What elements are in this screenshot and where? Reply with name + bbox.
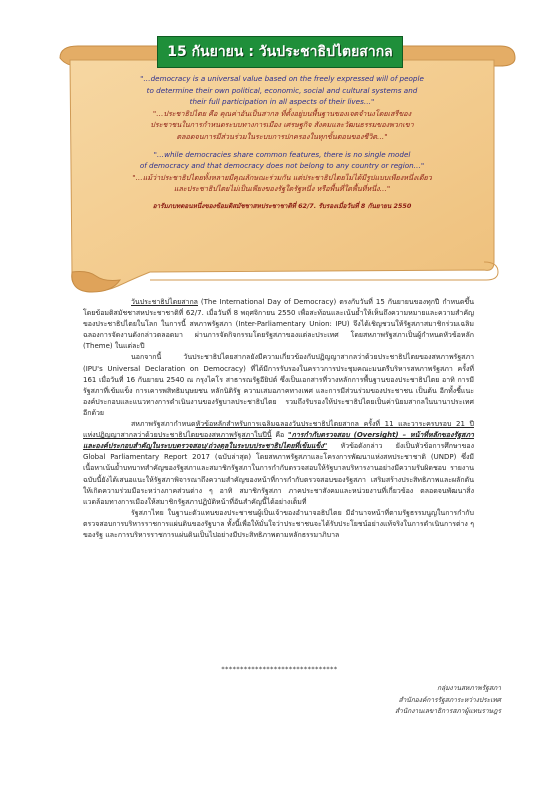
paragraph-2 xyxy=(83,352,474,419)
quote-line: "…democracy is a universal value based on the freely expressed will of people xyxy=(140,74,424,83)
quote-en-1 xyxy=(92,73,472,108)
paragraph-text: สหภาพรัฐสภากำหนด xyxy=(131,420,196,429)
paragraph-text: หัวข้อดังกล่าว ยังเป็นหัวข้อการศึกษาของ Global Parliamentary Report 2017 (ฉบับล่าสุด) โดยสหภาพรัฐสภาและโครงการพัฒนาแห่งสหประชาชาติ (UNDP) ซึ่งมีเนื้อหาเน้นย้ำบทบาทสำคัญของรัฐสภาและสมาชิกรัฐสภาในการกำกับตรวจสอบให้รัฐบาลบริหารงานอย่างมีความรับผิดชอบ รายงานฉบับนี้ยังได้เสนอแนะให้รัฐสภาพิจารณาถึงความสำคัญของหน้าที่การกำกับตรวจสอบของรัฐสภา เสริมสร้างประสิทธิภาพและผลักดันให้เกิดความร่วมมือระหว่างภาคส่วนต่าง ๆ อาทิ สมาชิกรัฐสภา ภาคประชาสังคมและหน่วยงานที่เกี่ยวข้อง ตลอดจนพัฒนาสิ่งแวดล้อมทางการเมืองให้สมาชิกรัฐสภาปฏิบัติหน้าที่อันสำคัญนี้ได้อย่างเต็มที่ xyxy=(83,442,474,506)
quote-en-2 xyxy=(92,149,472,172)
quote-line: "…while democracies share common features, there is no single model xyxy=(153,149,411,159)
page-title: 15 กันยายน : วันประชาธิปไตยสากล xyxy=(167,44,393,60)
quote-th-2 xyxy=(92,172,472,195)
signature-line: สำนักองค์การรัฐสภาระหว่างประเทศ xyxy=(398,695,501,704)
paragraph-1 xyxy=(83,297,474,352)
signature-line: สำนักงานเลขาธิการสภาผู้แทนราษฎร xyxy=(394,707,501,716)
quote-line: ประชาชนในการกำหนดระบบทางการเมือง เศรษฐกิจ สังคมและวัฒนธรรมของพวกเขา xyxy=(150,120,414,130)
quote-th-1 xyxy=(92,108,472,143)
quote-line: to determine their own political, economic, social and cultural systems and xyxy=(146,85,418,95)
quote-line: และประชาธิปไตยไม่เป็นเพียงของรัฐใดรัฐหนึ่ง หรือพื้นที่ใดพื้นที่หนึ่ง…" xyxy=(173,184,391,194)
paragraph-3 xyxy=(83,419,474,508)
title-banner xyxy=(157,36,403,68)
quote-reference: อารัมภบทตอนหนึ่งของข้อมติสมัชชาสหประชาชาติที่ 62/7. รับรองเมื่อวันที่ 8 กันยายน 2550 xyxy=(152,201,412,210)
article-body xyxy=(83,297,474,541)
signature-line: กลุ่มงานสหภาพรัฐสภา xyxy=(437,684,501,692)
paragraph-text: นอกจากนี้ วันประชาธิปไตยสากลยังมีความเกี่ยวข้องกับปฏิญญาสากลว่าด้วยประชาธิปไตยของสหภาพรัฐสภา (IPU's Universal Declaration on Democracy) ที่ได้มีการรับรองในคราวการประชุมคณะมนตรีบริหารสหภาพรัฐสภา ครั้งที่ 161 เมื่อวันที่ 16 กันยายน 2540 ณ กรุงไคโร สาธารณรัฐอียิปต์ ซึ่งเป็นเอกสารที่วางหลักการพื้นฐานของประชาธิปไตย อาทิ การมีรัฐสภาที่เข้มแข็ง การเคารพสิทธิมนุษยชน หลักนิติรัฐ ความเสมอภาคทางเพศ และการมีส่วนร่วมของประชาชน เป็นต้น อีกทั้งชี้แนะองค์ประกอบและแนวทางการดำเนินงานของรัฐบาลประชาธิปไตย รวมถึงรับรองให้ประชาธิปไตยเป็นค่านิยมสากลในนานาประเทศอีกด้วย xyxy=(83,353,474,417)
signature-block xyxy=(395,683,501,718)
paragraph-text: คือ xyxy=(271,431,288,440)
paragraph-text: รัฐสภาไทย ในฐานะตัวแทนของประชาชนผู้เป็นเจ้าของอำนาจอธิปไตย มีอำนาจหน้าที่ตามรัฐธรรมนูญในการกำกับตรวจสอบการบริหารราชการแผ่นดินของรัฐบาล ทั้งนี้เพื่อให้มั่นใจว่าประชาชนจะได้รับประโยชน์อย่างแท้จริงในการดำเนินการต่าง ๆ ของรัฐ และการบริหารราชการแผ่นดินเป็นไปอย่างมีประสิทธิภาพตามหลักธรรมาภิบาล xyxy=(83,508,474,539)
paragraph-text: (The International Day of Democracy) ตรงกับวันที่ 15 กันยายนของทุกปี กำหนดขึ้นโดยข้อมติสมัชชาสหประชาชาติที่ 62/7. เมื่อวันที่ 8 พฤศจิกายน 2550 เพื่อสะท้อนและเน้นย้ำให้เห็นถึงความหมายและความสำคัญของประชาธิปไตยในโลก ในการนี้ สหภาพรัฐสภา (Inter-Parliamentary Union: IPU) จึงได้เชิญชวนให้รัฐสภาสมาชิกร่วมเฉลิมฉลองการจัดงานดังกล่าวตลอดมา ผ่านการจัดกิจกรรมโดยรัฐสภาของแต่ละประเทศ โดยสหภาพรัฐสภาเป็นผู้กำหนดหัวข้อหลัก (Theme) ในแต่ละปี xyxy=(83,298,474,351)
quote-line: "…แม้ว่าประชาธิปไตยทั้งหลายมีคุณลักษณะร่วมกัน แต่ประชาธิปไตยไม่ได้มีรูปแบบเพียงหนึ่งเดียว xyxy=(132,172,432,182)
quote-panel xyxy=(92,73,472,213)
term-democracy-day: วันประชาธิปไตยสากล xyxy=(131,298,198,306)
paragraph-4 xyxy=(83,508,474,541)
quote-line: "…ประชาธิปไตย คือ คุณค่าอันเป็นสากล ที่ตั้งอยู่บนพื้นฐานของเจตจำนงโดยเสรีของ xyxy=(152,108,412,118)
quote-line: of democracy and that democracy does not belong to any country or region…" xyxy=(139,161,425,171)
separator-stars: ******************************* xyxy=(221,665,338,673)
quote-line: their full participation in all aspects of their lives…" xyxy=(189,97,375,107)
quote-line: ตลอดจนการมีส่วนร่วมในระบบการปกครองในทุกขั้นตอนของชีวิต…" xyxy=(176,131,388,141)
theme-heading: หัวข้อหลักสำหรับการเฉลิมฉลองวันประชาธิปไตยสากล ครั้งที่ 11 และวาระครบรอบ 21 ปี แห่งปฏิญญาสากลว่าด้วยประชาธิปไตยของสหภาพรัฐสภาในปีนี้ xyxy=(83,420,474,440)
theme-title: "การกำกับตรวจสอบ (Oversight) – หน้าที่หลักของรัฐสภาและองค์ประกอบสำคัญในระบบตรวจสอบ/ถ่วงดุลในระบบประชาธิปไตยที่เข้มแข็ง" xyxy=(83,431,474,451)
